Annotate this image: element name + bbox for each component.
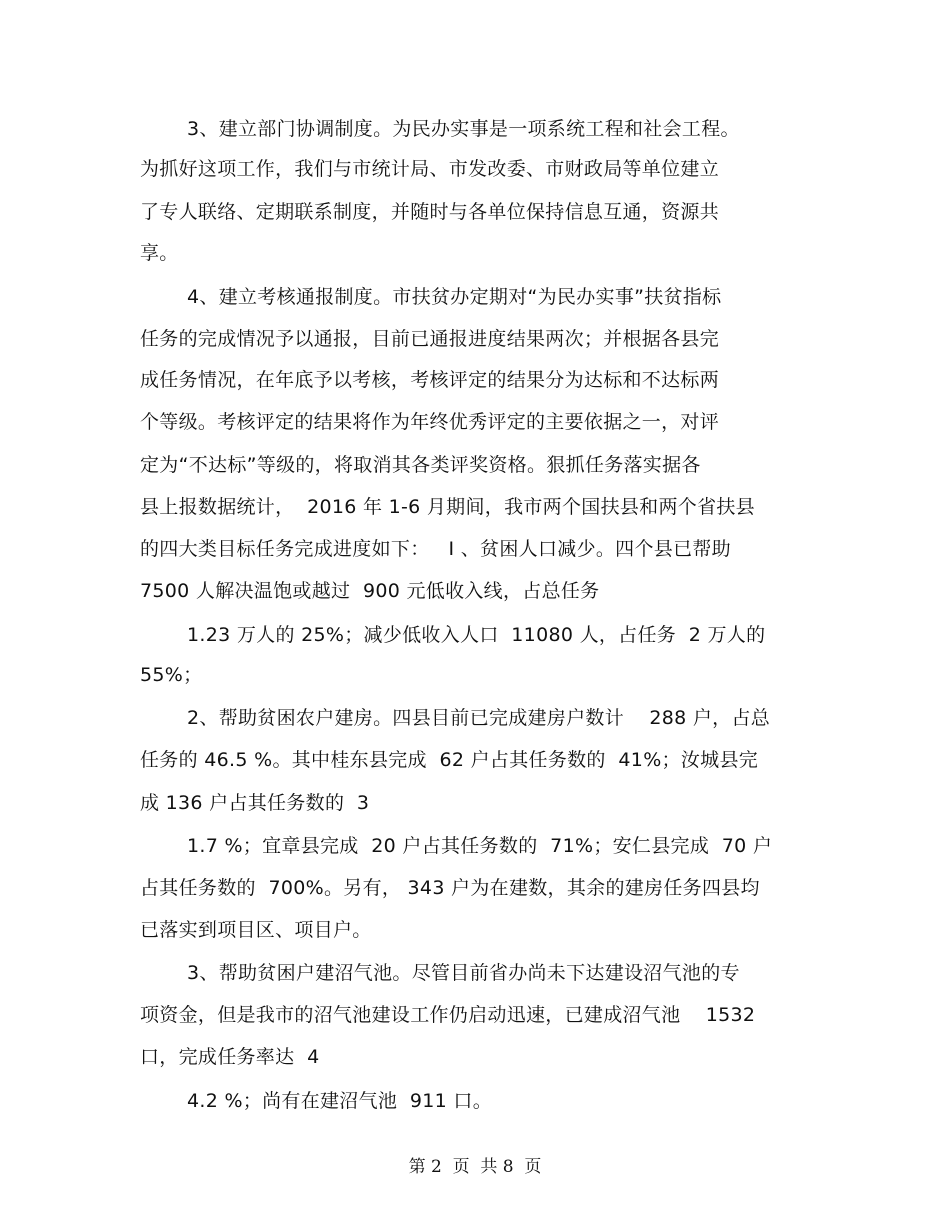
paragraph-line: 享。 bbox=[140, 242, 179, 264]
paragraph-line: 县上报数据统计， 2016 年 1-6 月期间，我市两个国扶县和两个省扶县 bbox=[140, 496, 755, 518]
paragraph-line: 1.23 万人的 25%；减少低收入人口 11080 人，占任务 2 万人的 bbox=[187, 624, 766, 646]
paragraph-line: 1.7 %；宜章县完成 20 户占其任务数的 71%；安仁县完成 70 户 bbox=[187, 835, 773, 857]
paragraph-line: 为抓好这项工作，我们与市统计局、市发改委、市财政局等单位建立 bbox=[140, 158, 720, 180]
paragraph-line: 2、帮助贫困农户建房。四县目前已完成建房户数计 288 户，占总 bbox=[187, 707, 771, 729]
paragraph-line: 4、建立考核通报制度。市扶贫办定期对“为民办实事”扶贫指标 bbox=[187, 286, 722, 308]
paragraph-line: 已落实到项目区、项目户。 bbox=[140, 919, 372, 941]
paragraph-line: 55%； bbox=[140, 664, 203, 686]
paragraph-line: 个等级。考核评定的结果将作为年终优秀评定的主要依据之一，对评 bbox=[140, 411, 720, 433]
paragraph-line: 3、帮助贫困户建沼气池。尽管目前省办尚未下达建设沼气池的专 bbox=[187, 962, 740, 984]
page-footer: 第 2 页 共 8 页 bbox=[408, 1157, 542, 1177]
paragraph-line: 项资金，但是我市的沼气池建设工作仍启动迅速，已建成沼气池 1532 bbox=[140, 1004, 756, 1026]
paragraph-line: 3、建立部门协调制度。为民办实事是一项系统工程和社会工程。 bbox=[187, 118, 740, 140]
paragraph-line: 了专人联络、定期联系制度，并随时与各单位保持信息互通，资源共 bbox=[140, 201, 720, 223]
paragraph-line: 7500 人解决温饱或越过 900 元低收入线，占总任务 bbox=[140, 580, 600, 602]
paragraph-line: 任务的 46.5 %。其中桂东县完成 62 户占其任务数的 41%；汝城县完 bbox=[140, 749, 759, 771]
paragraph-line: 4.2 %；尚有在建沼气池 911 口。 bbox=[187, 1090, 492, 1112]
paragraph-line: 定为“不达标”等级的，将取消其各类评奖资格。狠抓任务落实据各 bbox=[140, 454, 701, 476]
paragraph-line: 任务的完成情况予以通报，目前已通报进度结果两次；并根据各县完 bbox=[140, 328, 720, 350]
paragraph-line: 占其任务数的 700%。另有， 343 户为在建数，其余的建房任务四县均 bbox=[140, 877, 760, 899]
paragraph-line: 成任务情况，在年底予以考核，考核评定的结果分为达标和不达标两 bbox=[140, 369, 720, 391]
paragraph-line: 成 136 户占其任务数的 3 bbox=[140, 792, 370, 814]
paragraph-line: 口，完成任务率达 4 bbox=[140, 1046, 320, 1068]
paragraph-line: 的四大类目标任务完成进度如下： I 、贫困人口减少。四个县已帮助 bbox=[140, 538, 731, 560]
